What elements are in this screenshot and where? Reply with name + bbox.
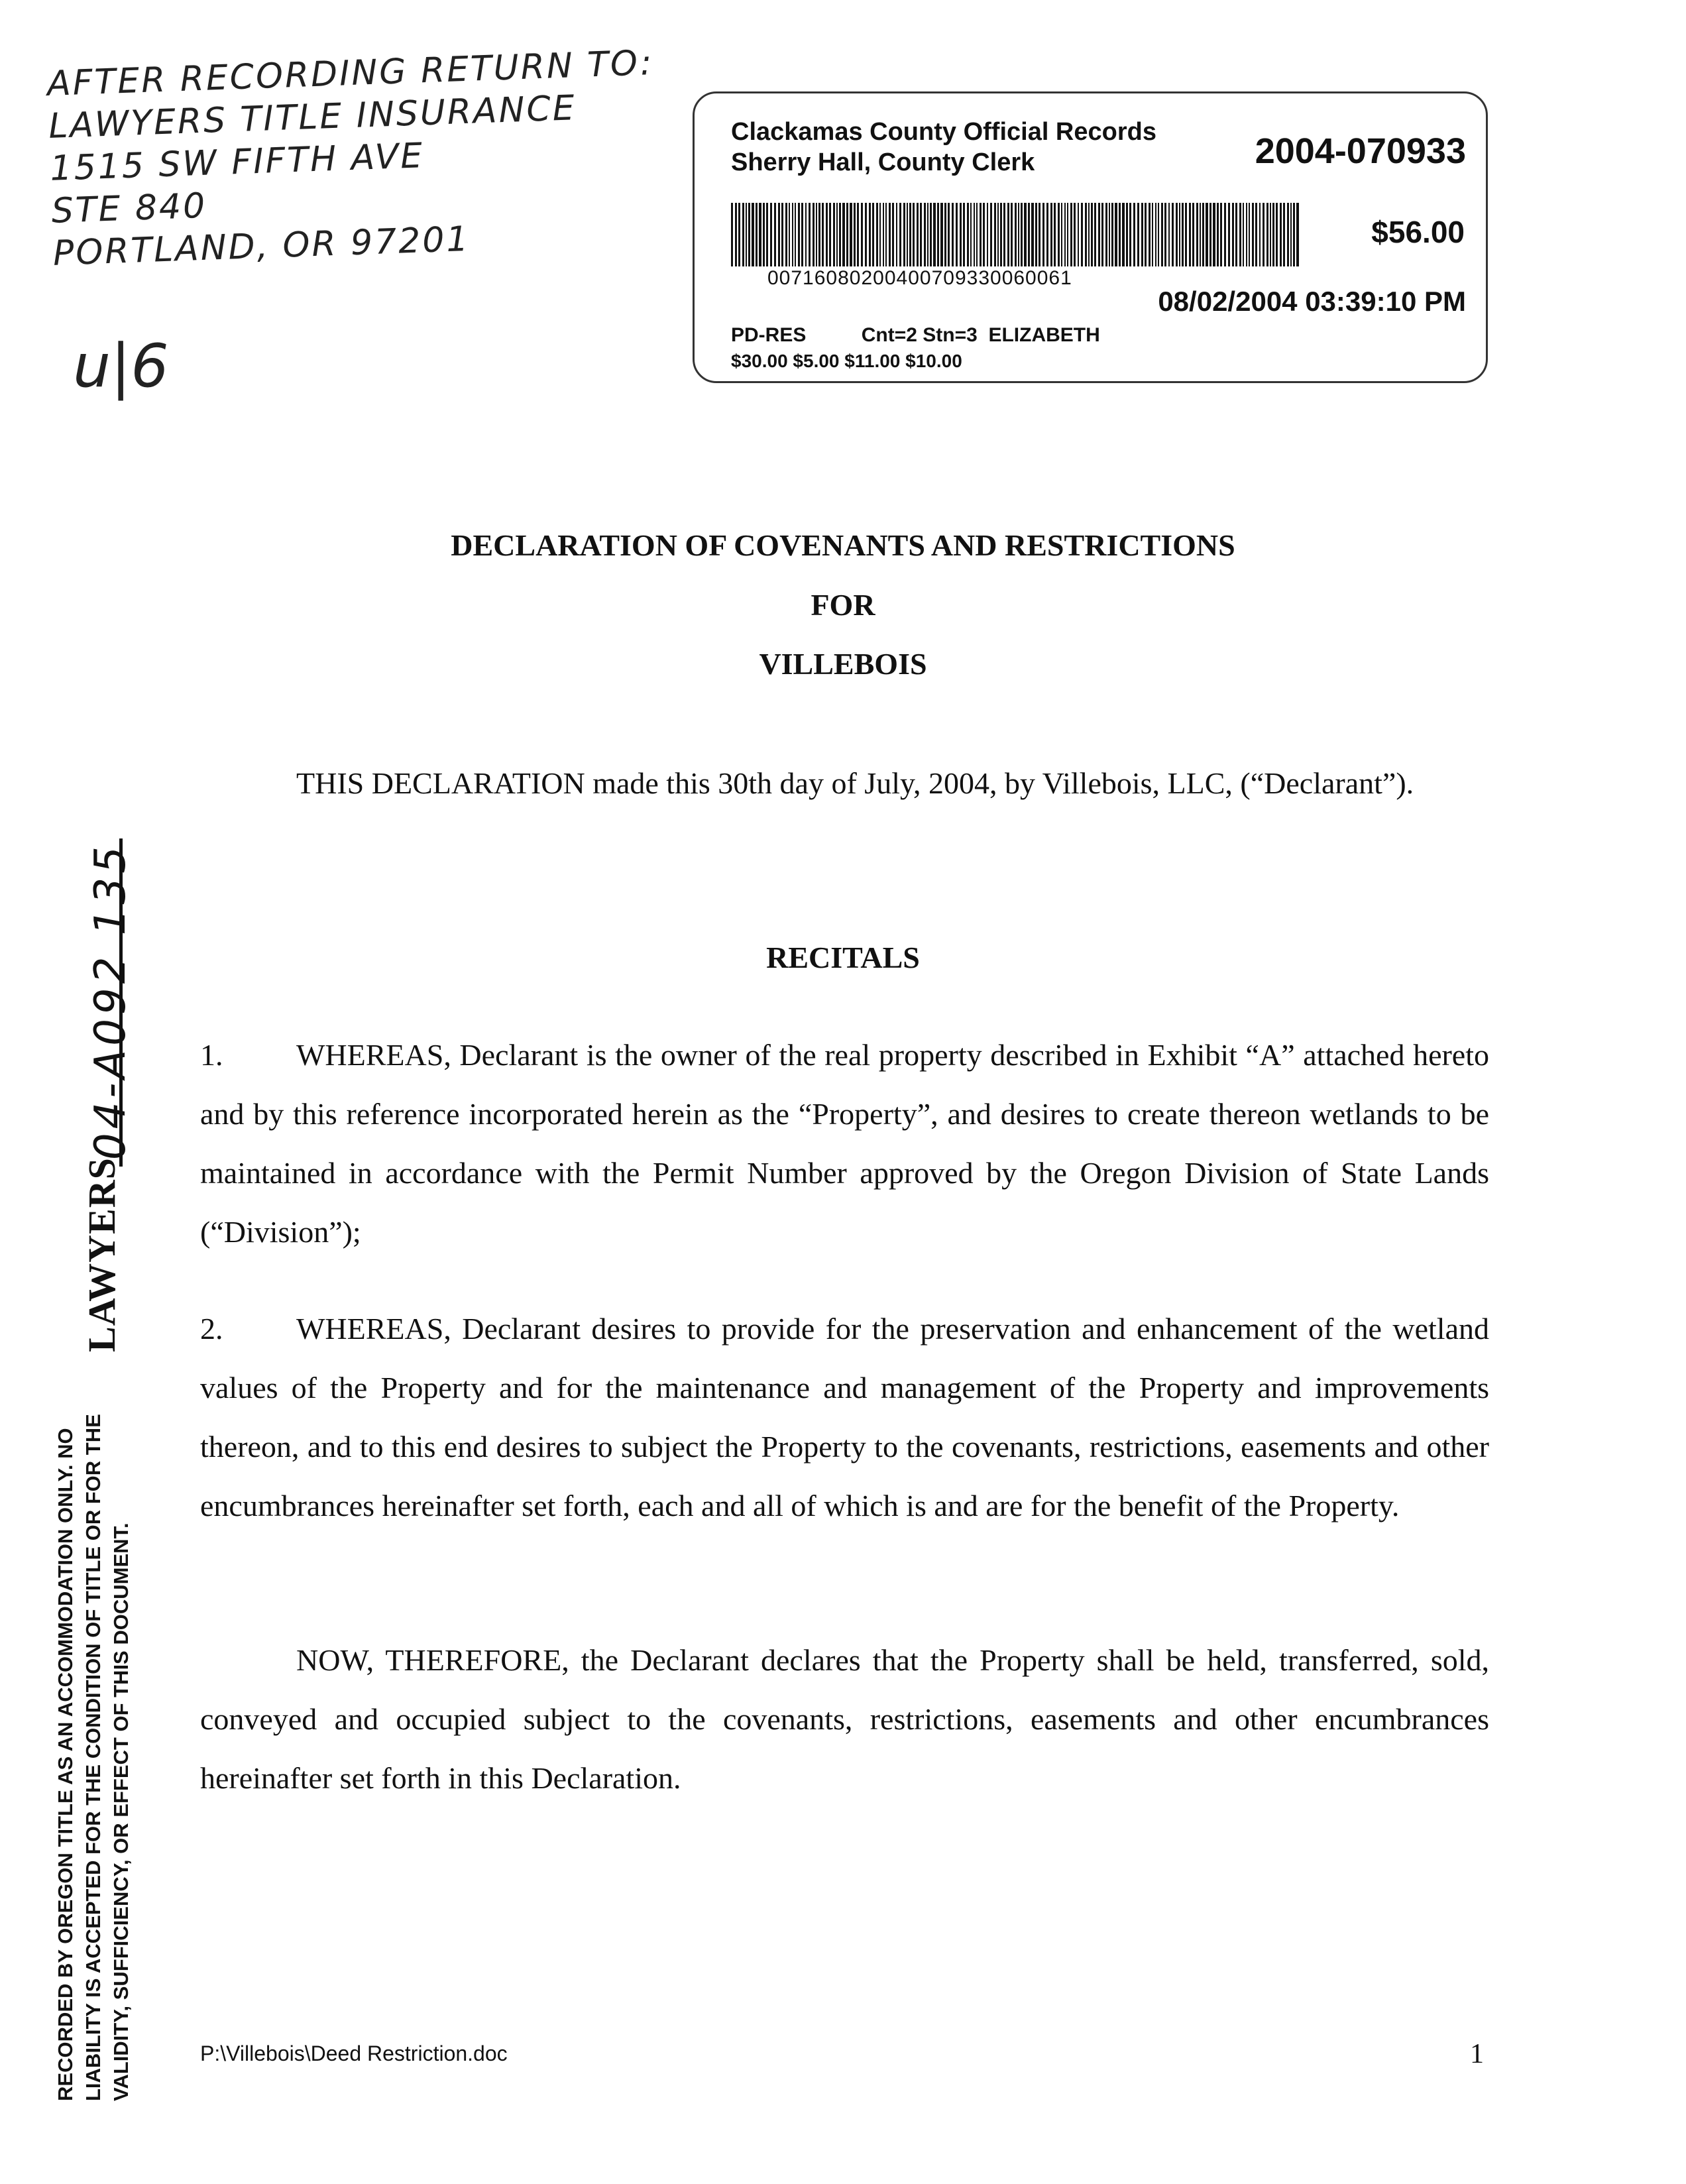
handwritten-line: 1515 SW FIFTH AVE [49,136,425,189]
document-number: 2004-070933 [1255,131,1466,171]
disclaimer-line: RECORDED BY OREGON TITLE AS AN ACCOMMODATION ONLY. NO [54,1428,77,2101]
fee-total: $56.00 [1371,215,1465,249]
title-for: FOR [811,588,875,622]
county-line-1: Clackamas County Official Records [731,118,1156,146]
handwritten-line: STE 840 [50,186,208,231]
handwritten-page-mark: u|6 [73,331,169,401]
now-therefore-text: NOW, THEREFORE, the Declarant declares that the Property shall be held, transferred, sold, conveyed and occupied subject to the covenants, restrictions, easements and other encumbrances hereinafter set forth in this Declaration. [200,1643,1489,1795]
title-villebois: VILLEBOIS [759,647,927,681]
intro-paragraph [200,754,1489,813]
handwritten-line: PORTLAND, OR 97201 [52,219,471,274]
footer-file-path: P:\Villebois\Deed Restriction.doc [200,2041,508,2065]
county-records-heading [731,117,1156,178]
recital-number: 2. [200,1312,223,1346]
fee-breakdown: $30.00 $5.00 $11.00 $10.00 [731,351,962,371]
handwritten-line: LAWYERS TITLE INSURANCE [48,88,577,146]
handwritten-return-address [46,42,660,275]
disclaimer-line: LIABILITY IS ACCEPTED FOR THE CONDITION OF TITLE OR FOR THE [82,1414,105,2101]
stamp-details [731,324,1100,347]
page-number: 1 [1470,2039,1484,2069]
recital-number: 1. [200,1038,223,1072]
recitals-heading: RECITALS [766,941,920,974]
recital-text: WHEREAS, Declarant is the owner of the real property described in Exhibit “A” attached hereto and by this reference incorporated herein as the “Property”, and desires to create thereon wetlands to be maintained in accordance with the Permit Number approved by the Oregon Division of State Lands (“Division”); [200,1038,1489,1249]
county-line-2: Sherry Hall, County Clerk [731,148,1035,176]
intro-text: THIS DECLARATION made this 30th day of July, 2004, by Villebois, LLC, (“Declarant”). [296,766,1414,800]
title-disclaimer [52,1414,135,2101]
document-title: DECLARATION OF COVENANTS AND RESTRICTIONS [451,528,1235,562]
barcode-icon [731,203,1301,277]
disclaimer-line: VALIDITY, SUFFICIENCY, OR EFFECT OF THIS DOCUMENT. [109,1523,133,2101]
recorded-datetime: 08/02/2004 03:39:10 PM [1158,286,1466,317]
now-therefore-paragraph [200,1631,1489,1808]
clerk-name: ELIZABETH [988,324,1100,346]
lawyers-label: LAWYERS [80,1157,123,1352]
lawyers-file-number: 04-A092 135 [86,842,135,1160]
record-counts: Cnt=2 Stn=3 [861,324,978,346]
record-type: PD-RES [731,324,807,346]
recital-2 [200,1299,1489,1535]
recital-text: WHEREAS, Declarant desires to provide for the preservation and enhancement of the wetland values of the Property and for the maintenance and management of the Property and improvements thereon, and to this end desires to subject the Property to the covenants, restrictions, easements and other encumbrances hereinafter set forth, each and all of which is and are for the benefit of the Property. [200,1312,1489,1523]
handwritten-line: AFTER RECORDING RETURN TO: [46,43,655,104]
recital-1 [200,1025,1489,1261]
recording-stamp [693,91,1488,383]
barcode-number: 00716080200400709330060061 [767,267,1072,289]
